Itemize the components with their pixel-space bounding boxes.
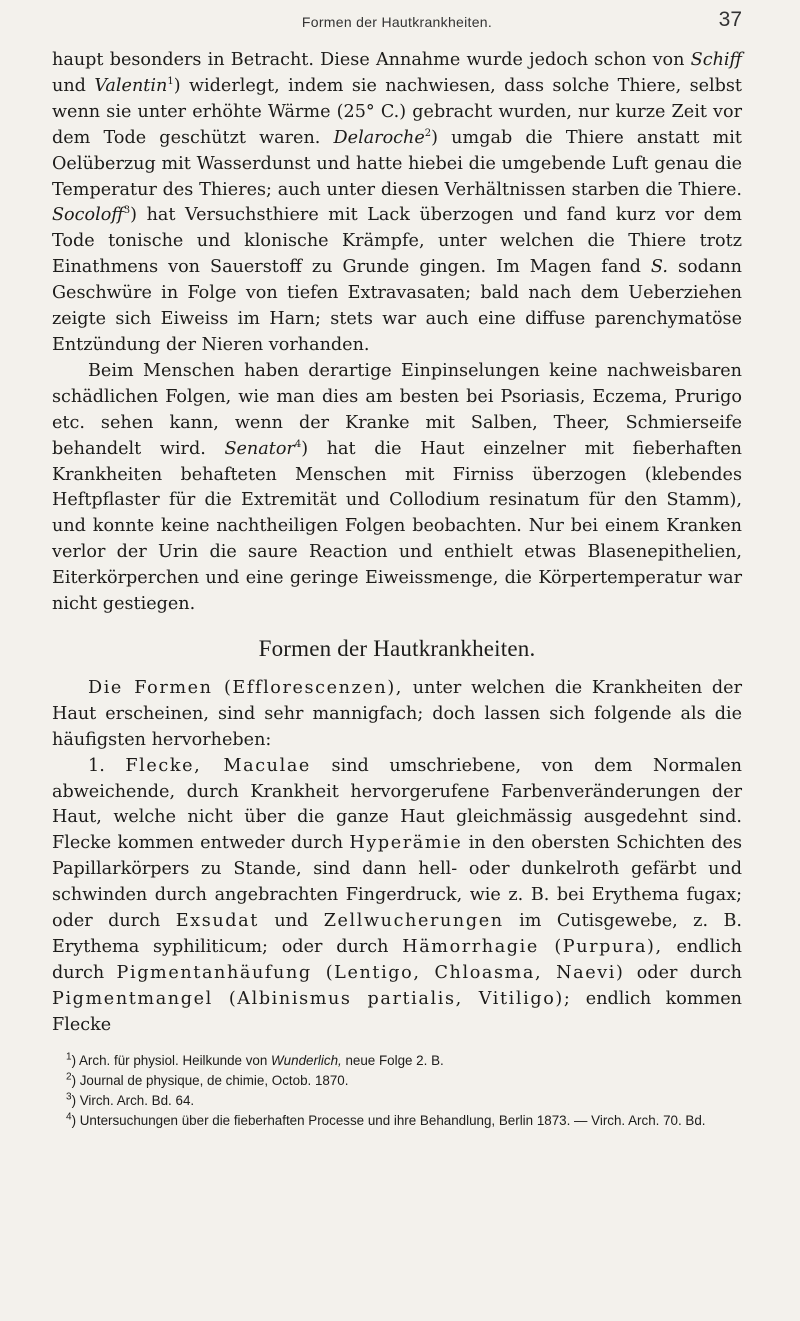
spaced-term: Die Formen (Efflorescenzen), <box>88 677 404 698</box>
author-name: Schiff <box>690 50 742 70</box>
footnote: $^2$) Journal de physique, de chimie, Octob. 1870. <box>66 1071 349 1088</box>
footnote: $^4$) Untersuchungen über die fieberhaften Processe und ihre Behandlung, Berlin 1873. — Virch. Arch. 70. Bd. <box>66 1111 706 1128</box>
author-name: Delaroche <box>333 127 425 148</box>
footnote-ref: 3 <box>123 205 131 217</box>
paragraph: Die Formen (Efflorescenzen), unter welchen die Krankheiten der Haut erscheinen, sind sehr mannigfach; doch lassen sich folgende als die häufigsten hervorheben: <box>52 677 743 750</box>
spaced-term: Pigmentanhäufung (Lentigo, Chloasma, Naevi) <box>116 962 625 983</box>
spaced-term: Hyperämie <box>349 833 463 854</box>
running-head <box>52 0 742 38</box>
footnote: $^3$) Virch. Arch. Bd. 64. <box>66 1091 195 1108</box>
body-text <box>52 48 742 1039</box>
paragraph-continuation: haupt besonders in Betracht. Diese Annahme wurde jedoch schon von Schiff und Valentin$^1$) widerlegt, indem sie nachwiesen, dass solche Thiere, selbst wenn sie unter erhöhte Wärme (25° C.) gebracht wurden, nur kurze Zeit vor dem Tode geschützt waren. Delaroche$^2$) umgab die Thiere anstatt mit Oelüberzug mit Wasserdunst und hatte hiebei die umgebende Luft genau die Temperatur des Thieres; auch unter diesen Verhältnissen starben die Thiere. Socoloff$^3$) hat Versuchsthiere mit Lack überzogen und fand kurz vor dem Tode tonische und klonische Krämpfe, unter welchen die Thiere trotz Einathmens von Sauerstoff zu Grunde gingen. Im Magen fand S. sodann Geschwüre in Folge von tiefen Extravasaten; bald nach dem Ueberziehen zeigte sich Eiweiss im Harn; stets war auch eine diffuse parenchymatöse Entzündung der Nieren vorhanden. <box>52 50 742 355</box>
spaced-term: Exsudat <box>175 911 259 932</box>
footnote-ref: 2 <box>424 127 432 139</box>
spaced-term: Hämorrhagie (Purpura), <box>402 937 663 957</box>
footnote-ref: 4 <box>294 438 302 450</box>
spaced-term: Flecke, Maculae <box>125 755 311 776</box>
running-title: Formen der Hautkrankheiten. <box>301 14 493 30</box>
page-number: 37 <box>718 8 742 31</box>
author-name: Valentin <box>94 75 168 96</box>
paragraph: Beim Menschen haben derartige Einpinselungen keine nachweisbaren schädlichen Folgen, wie man dies am besten bei Psoriasis, Eczema, Prurigo etc. sehen kann, wenn der Kranke mit Salben, Theer, Schmierseife behandelt wird. Senator$^4$) hat die Haut einzelner mit fieberhaften Krankheiten behafteten Menschen mit Firniss überzogen (klebendes Heftpflaster für die Extremität und Collodium resinatum für den Stamm), und konnte keine nachtheiligen Folgen beobachten. Nur bei einem Kranken verlor der Urin die saure Reaction und enthielt etwas Blasenepithelien, Eiterkörperchen und eine geringe Eiweissmenge, die Körpertemperatur war nicht gestiegen. <box>52 360 742 615</box>
author-abbrev: S. <box>650 257 668 278</box>
author-name: Senator <box>224 438 295 459</box>
footnotes <box>52 1051 742 1131</box>
footnote-ref: 1 <box>167 76 174 88</box>
author-name: Socoloff <box>52 205 124 226</box>
footnote: $^1$) Arch. für physiol. Heilkunde von Wunderlich, neue Folge 2. B. <box>66 1051 444 1068</box>
spaced-term: Pigmentmangel (Albinismus partialis, Vitiligo); <box>52 988 572 1009</box>
spaced-term: Zellwucherungen <box>323 911 504 932</box>
paragraph-list-item: 1. Flecke, Maculae sind umschriebene, von dem Normalen abweichende, durch Krankheit hervorgerufene Farbenveränderungen der Haut, welche nicht über die ganze Haut gleichmässig ausgedehnt sind. Flecke kommen entweder durch Hyperämie in den obersten Schichten des Papillarkörpers zu Stande, sind dann hell- oder dunkelroth gefärbt und schwinden durch angebrachten Fingerdruck, wie z. B. bei Erythema fugax; oder durch Exsudat und Zellwucherungen im Cutisgewebe, z. B. Erythema syphiliticum; oder durch Hämorrhagie (Purpura), endlich durch Pigmentanhäufung (Lentigo, Chloasma, Naevi) oder durch Pigmentmangel (Albinismus partialis, Vitiligo); endlich kommen Flecke <box>52 755 742 1035</box>
section-heading: Formen der Hautkrankheiten. <box>258 635 536 661</box>
